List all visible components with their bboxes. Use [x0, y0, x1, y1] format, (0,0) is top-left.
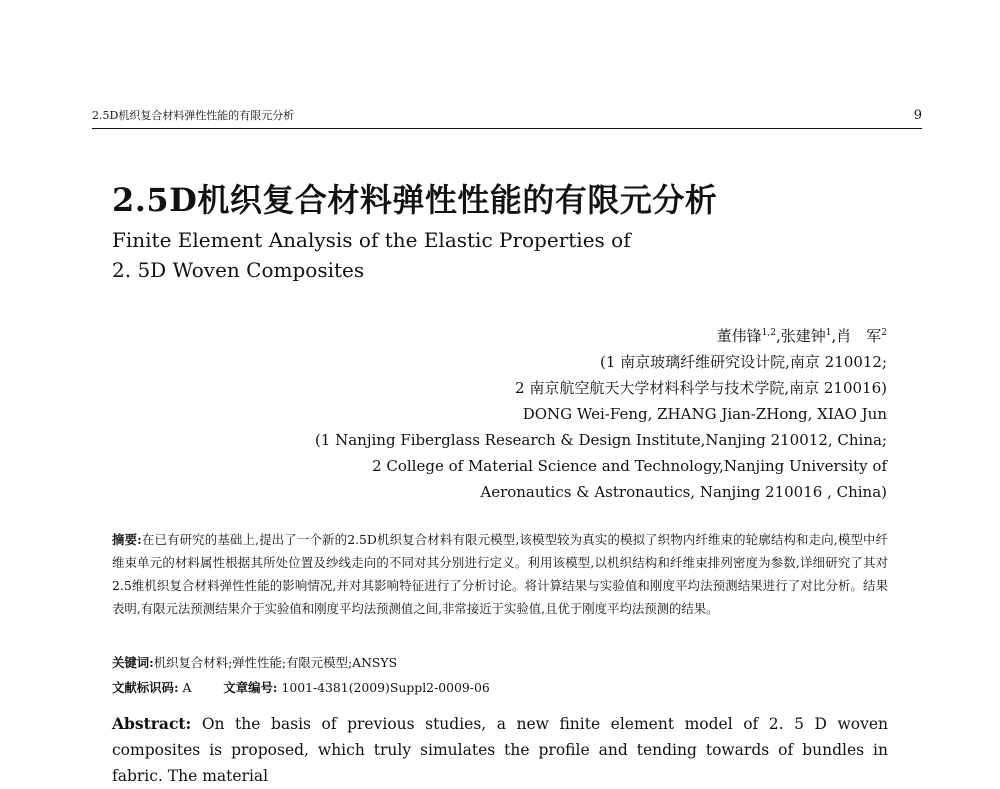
- author-block: [127, 323, 887, 505]
- affiliation-cn-1: (1 南京玻璃纤维研究设计院,南京 210012;: [599, 353, 887, 371]
- article-title-chinese: 2.5D机织复合材料弹性性能的有限元分析: [112, 181, 718, 219]
- keywords-text: 机织复合材料;弹性性能;有限元模型;ANSYS: [153, 655, 398, 670]
- author-separator: ,: [775, 327, 781, 345]
- affiliation-en-3: Aeronautics & Astronautics, Nanjing 210016 , China): [480, 483, 887, 501]
- abstract-cn-text: 在已有研究的基础上,提出了一个新的2.5D机织复合材料有限元模型,该模型较为真实的模拟了织物内纤维束的轮廓结构和走向,模型中纤维束单元的材料属性根据其所处位置及纱线走向的不同对其分别进行定义。利用该模型,以机织结构和纤维束排列密度为参数,详细研究了其对2.5维机织复合材料弹性性能的影响情况,并对其影响特征进行了分析讨论。将计算结果与实验值和刚度平均法预测结果进行了对比分析。结果表明,有限元法预测结果介于实验值和刚度平均法预测值之间,非常接近于实验值,且优于刚度平均法预测的结果。: [112, 532, 888, 616]
- abstract-en-text: On the basis of previous studies, a new finite element model of 2. 5 D woven composites is proposed, which truly simulates the profile and tending towards of bundles in fabric. The material: [112, 715, 888, 785]
- keywords: [112, 654, 397, 672]
- abstract-en-label: Abstract:: [112, 714, 192, 733]
- author-2-affil: 1: [825, 328, 832, 338]
- article-title-english: [112, 225, 631, 285]
- chinese-abstract: [112, 528, 888, 620]
- affiliation-en-1: (1 Nanjing Fiberglass Research & Design Institute,Nanjing 210012, China;: [314, 431, 887, 449]
- article-number-value: 1001-4381(2009)Suppl2-0009-06: [281, 680, 490, 695]
- running-title: 2.5D机织复合材料弹性性能的有限元分析: [92, 109, 295, 122]
- author-3-affil: 2: [881, 328, 887, 338]
- document-codes: [112, 679, 490, 697]
- author-2-name: 张建钟: [780, 327, 826, 345]
- doc-code-value: A: [182, 680, 192, 695]
- doc-code-label: 文献标识码:: [112, 680, 179, 695]
- english-title-line-2: 2. 5D Woven Composites: [112, 258, 365, 282]
- header-rule: [92, 128, 922, 129]
- author-3-name: 肖 军: [836, 327, 882, 345]
- keywords-label: 关键词:: [112, 655, 154, 670]
- chinese-author-names: [127, 323, 887, 349]
- affiliation-en-2: 2 College of Material Science and Technology,Nanjing University of: [372, 457, 887, 475]
- english-abstract: [112, 711, 888, 789]
- author-1-name: 董伟锋: [716, 327, 762, 345]
- english-author-names: DONG Wei-Feng, ZHANG Jian-ZHong, XIAO Jun: [522, 405, 887, 423]
- author-1-affil: 1,2: [761, 328, 776, 338]
- affiliation-cn-2: 2 南京航空航天大学材料科学与技术学院,南京 210016): [515, 379, 887, 397]
- page-number: 9: [913, 108, 922, 123]
- abstract-cn-label: 摘要:: [112, 532, 142, 547]
- english-title-line-1: Finite Element Analysis of the Elastic Properties of: [112, 228, 631, 252]
- article-number-label: 文章编号:: [223, 680, 278, 695]
- author-separator: ,: [831, 327, 837, 345]
